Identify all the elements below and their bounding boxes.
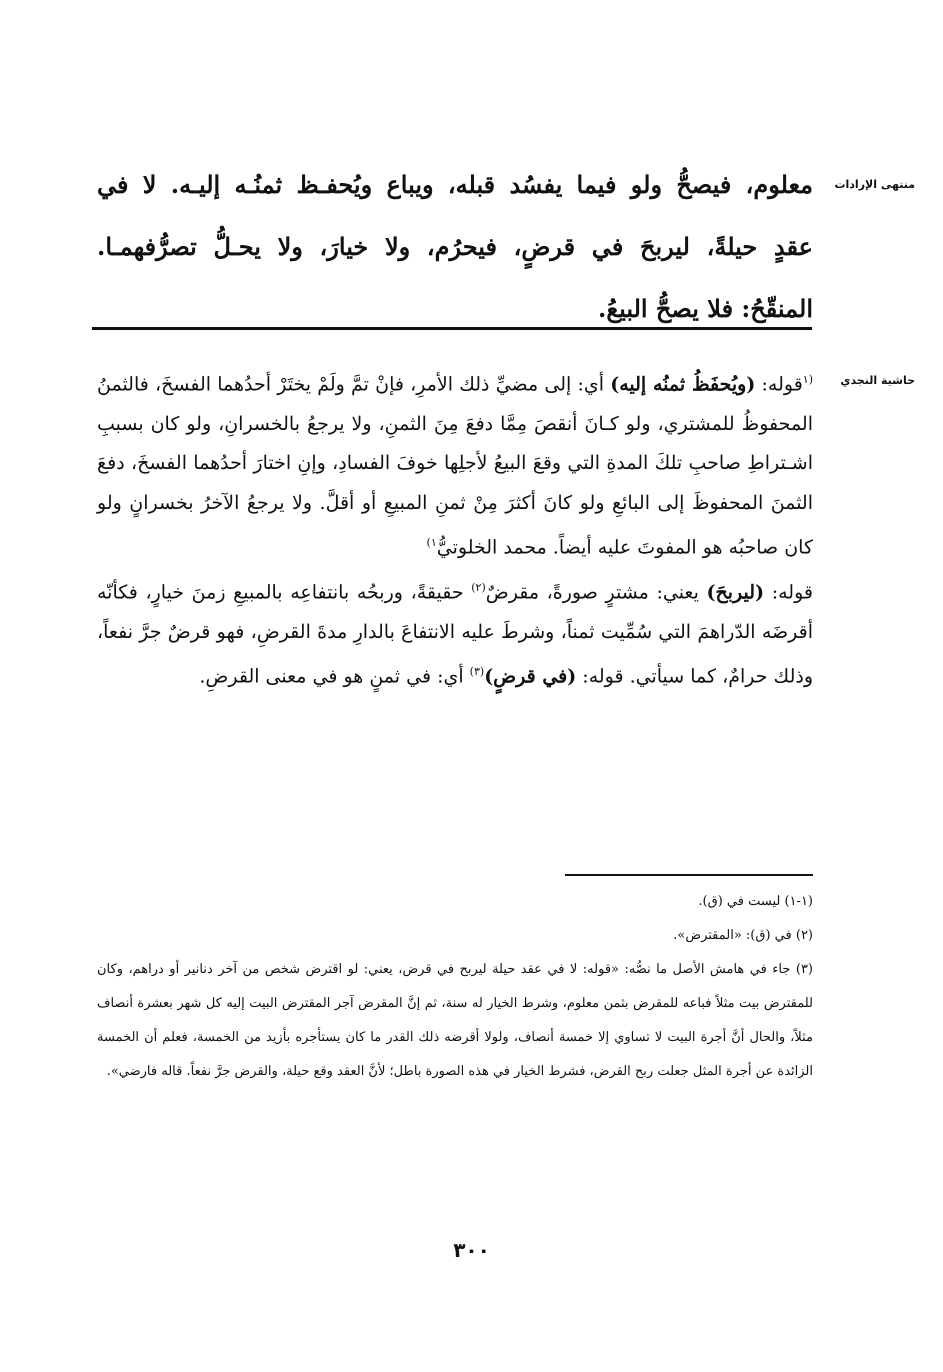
quoted-phrase: (في قرضٍ) — [484, 665, 577, 688]
footnote: (٣) جاء في هامش الأصل ما نصُّه: «قوله: لا في عقد حيلة ليربح في قرض، يعني: لو اقترض شخص من آخر دنانير أو دراهم، وكان للمقترض بيت مثلاً فباعه للمقرض بثمن معلوم، وشرط الخيار له سنة، ثم إنَّ المقرض آجر المقترض البيت إليه كل شهر بعشرة أنصاف مثلاً، والحال أنَّ أجرة البيت لا تساوي إلا خمسة أنصاف، ولولا أقرضه ذلك القدر ما كان يستأجره بأزيد من الخمسة، فعلم أن الخمسة الزائدة عن أجرة المثل جعلت ربح القرض، فشرط الخيار في هذه الصورة باطل؛ لأنَّ العقد وقع حيلة، والقرض جرَّ نفعاً. قاله فارضي». — [97, 962, 813, 1079]
quoted-phrase: (ليربحَ) — [706, 581, 765, 604]
quoted-phrase: (ويُحفَظُ ثمنُه إليه) — [610, 373, 756, 396]
commentary-text — [97, 360, 813, 697]
source-label-main: منتهى الإرادات — [834, 178, 915, 191]
source-label-commentary: حاشية النجدي — [840, 374, 915, 387]
text-run: قوله: — [764, 581, 813, 604]
main-line: عقدٍ حيلةً، ليربحَ في قرضٍ، فيحرُم، ولا خيارَ، ولا يحـلُّ تصرُّفهمـا. — [97, 232, 813, 261]
footnote-marker: (١ — [802, 373, 813, 386]
text-run: يعني: مشترٍ صورةً، مقرضٌ — [485, 581, 707, 604]
commentary-paragraph — [97, 360, 813, 568]
main-line: معلوم، فيصحُّ ولو فيما يفسُد قبله، ويباع ويُحفـظ ثمنُـه إليـه. لا في — [97, 170, 814, 199]
text-run: قوله: — [755, 373, 803, 396]
main-line: المنقّحُ: فلا يصحُّ البيعُ. — [597, 294, 813, 323]
section-divider — [92, 327, 812, 330]
footnote-marker: (٢) — [471, 581, 486, 595]
text-run: أي: إلى مضيِّ ذلك الأمرِ، فإنْ تمَّ ولَمْ يختَرْ أحدُهما الفسخَ، فالثمنُ المحفوظُ للمشتري، ولو كـانَ أنقصَ مِمَّا دفعَ مِنَ الثمنِ، ولا يرجعُ بالخسرانِ، ولو كان بسببِ اشـتراطِ صاحبِ تلكَ المدةِ التي وقعَ البيعُ لأجلِها خوفَ الفسادِ، وإنِ اختارَ أحدُهما الفسخَ، دفعَ الثمنَ المحفوظَ إلى البائعِ ولو كانَ أكثرَ مِنْ ثمنِ المبيعِ أو أقلَّ. ولا يرجعُ الآخرُ بخسرانٍ ولو كان صاحبُه هو المفوتَ عليه أيضاً. محمد الخلوتيُّ — [97, 373, 813, 559]
text-run: حقيقةً، وربحُه بانتفاعِه بالمبيعِ زمنَ خيارٍ، فكأنّه أقرضَه الدّراهمَ التي سُمِّيت ثمناً، وشرطَ عليه الانتفاعَ بالدارِ مدةَ القرضِ، فهو قرضٌ جرَّ نفعاً، وذلك حرامٌ، كما سيأتي. قوله: — [97, 581, 813, 688]
footnote-marker: ١) — [426, 536, 437, 550]
footnote-divider — [565, 874, 813, 876]
footnote: (١-١) ليست في (ق). — [698, 894, 813, 909]
footnote: (٢) في (ق): «المقترض». — [673, 928, 813, 943]
page-number: ٣٠٠ — [453, 1238, 490, 1262]
main-text — [97, 154, 813, 340]
text-run: أي: في ثمنٍ هو في معنى القرضِ. — [199, 665, 470, 688]
commentary-paragraph — [97, 568, 813, 697]
footnote-marker: (٣) — [469, 665, 485, 679]
footnotes — [97, 885, 813, 1089]
